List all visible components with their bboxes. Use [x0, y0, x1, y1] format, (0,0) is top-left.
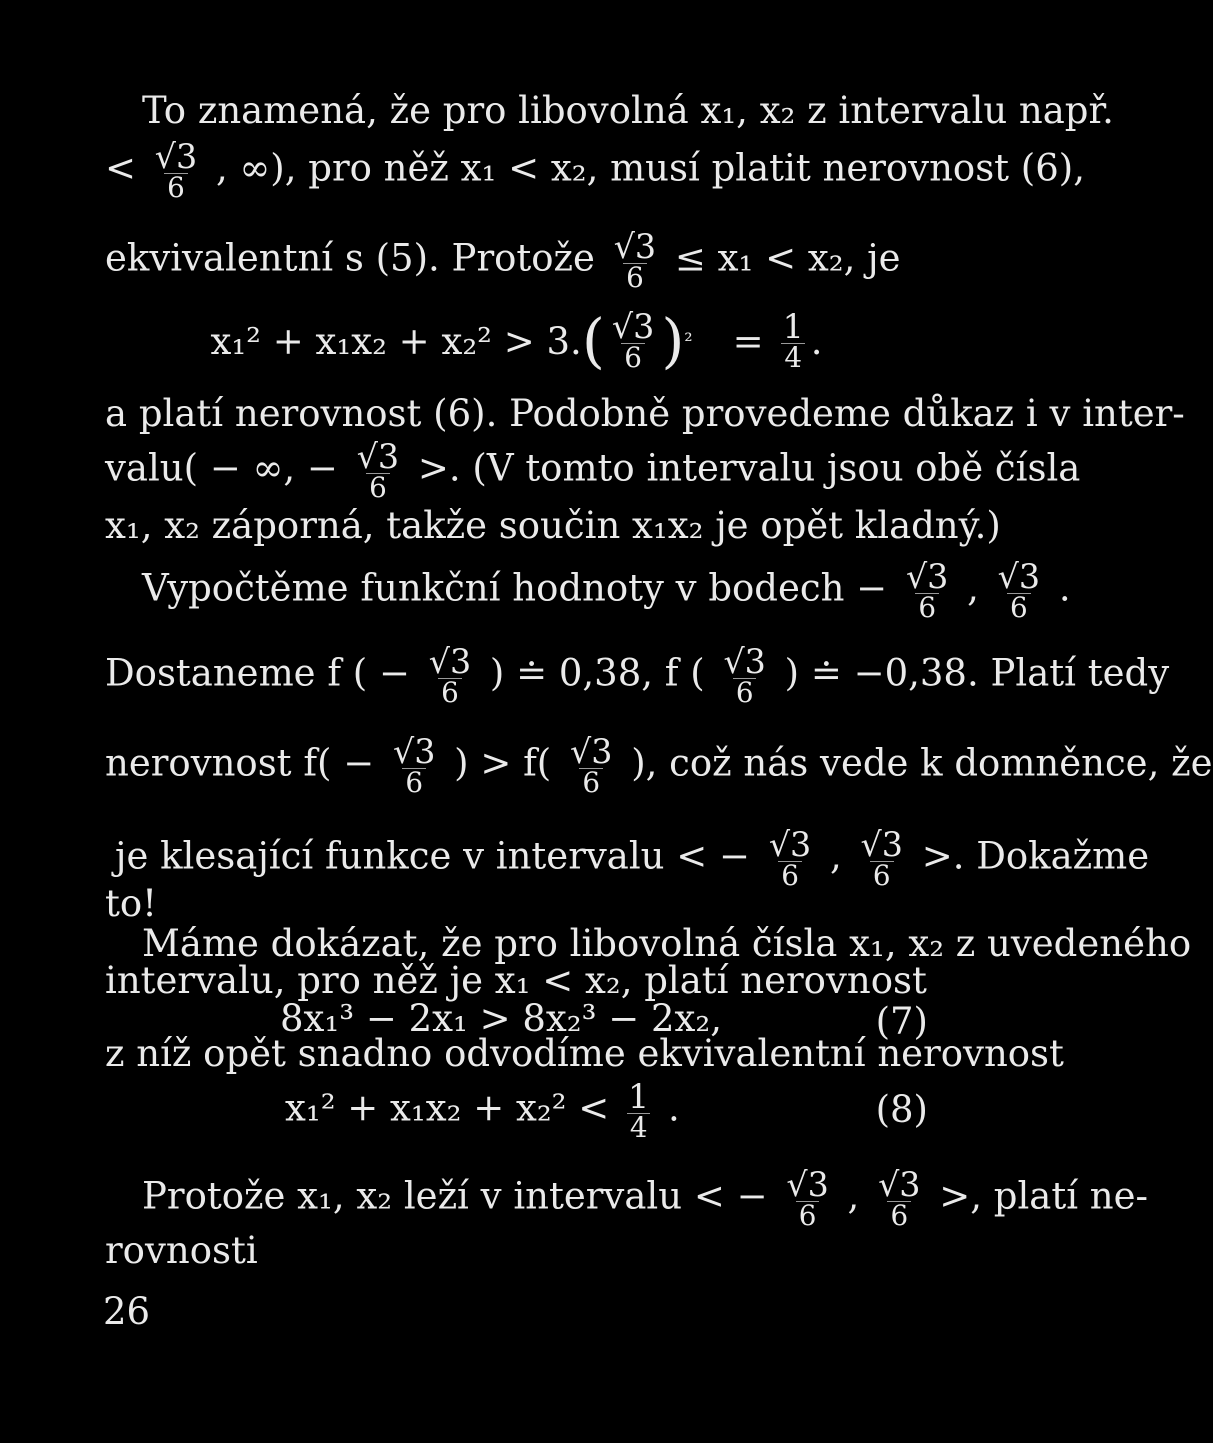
text: intervalu, pro něž je x₁ < x₂, platí nerovnost	[105, 959, 927, 1002]
text: rovnosti	[105, 1229, 258, 1272]
text-line	[105, 504, 1001, 547]
numerator: √3	[878, 1165, 921, 1204]
text: ,	[847, 1174, 860, 1218]
denominator: 6	[402, 768, 426, 797]
text: .	[1058, 566, 1071, 610]
denominator: 6	[623, 263, 647, 292]
text: nerovnost f( −	[105, 741, 375, 785]
numerator: √3	[768, 825, 812, 864]
text: .	[668, 1086, 680, 1130]
numerator: √3	[997, 557, 1041, 596]
numerator: √3	[356, 437, 400, 476]
text-line	[105, 959, 928, 1002]
text-line	[105, 227, 928, 295]
fraction	[354, 437, 402, 505]
text-line	[105, 1032, 1064, 1075]
denominator: 6	[366, 473, 390, 502]
text: je klesající funkce v intervalu < −	[115, 834, 751, 878]
page-number: 26	[103, 1290, 151, 1333]
numerator: √3	[570, 732, 613, 771]
numerator: √3	[428, 642, 472, 681]
text-line	[115, 825, 1150, 893]
fraction	[858, 825, 906, 893]
fraction	[903, 557, 951, 625]
denominator: 6	[1007, 593, 1031, 622]
text-line	[142, 922, 1192, 965]
exponent: ²	[684, 328, 693, 353]
text: <	[105, 146, 137, 190]
fraction	[426, 642, 474, 710]
text: Dostaneme f ( −	[105, 651, 410, 695]
text: >, platí ne-	[939, 1174, 1149, 1218]
denominator: 6	[870, 861, 894, 890]
denominator: 4	[627, 1113, 651, 1142]
text: ,	[967, 566, 979, 610]
numerator: √3	[392, 732, 436, 771]
text: valu( − ∞, −	[105, 446, 338, 490]
text: x₁, x₂ záporná, takže součin x₁x₂ je opět kladný.)	[105, 504, 1001, 547]
text: Máme dokázat, že pro libovolná čísla x₁, x₂ z uvedeného	[142, 922, 1192, 965]
fraction	[611, 227, 659, 295]
fraction	[390, 732, 438, 800]
text: x₁² + x₁x₂ + x₂² <	[285, 1086, 610, 1130]
denominator: 6	[887, 1201, 911, 1230]
text-line	[105, 732, 1213, 800]
numerator: √3	[611, 307, 655, 346]
text: to!	[105, 882, 158, 925]
text-line	[142, 89, 1114, 132]
text: ≤ x₁ < x₂, je	[674, 236, 901, 280]
equation-number: (8)	[875, 1088, 928, 1131]
text: , ∞), pro něž x₁ < x₂, musí platit nerovnost (6),	[215, 146, 1085, 190]
numerator: √3	[786, 1165, 829, 1204]
denominator: 6	[579, 768, 603, 797]
text: ,	[829, 834, 842, 878]
fraction	[625, 1077, 652, 1145]
text-line	[105, 642, 1170, 710]
text: ) > f(	[454, 741, 552, 785]
text: >. Dokažme	[921, 834, 1150, 878]
numerator: √3	[613, 227, 657, 266]
paren-close: )	[661, 306, 685, 376]
numerator: √3	[154, 137, 198, 176]
denominator: 6	[733, 678, 757, 707]
fraction	[152, 137, 200, 205]
text: Protože x₁, x₂ leží v intervalu < −	[142, 1174, 768, 1218]
numerator: 1	[628, 1077, 650, 1116]
text: .	[810, 319, 823, 363]
text-line	[142, 557, 1071, 625]
text: To znamená, že pro libovolná x₁, x₂ z intervalu např.	[142, 89, 1114, 132]
text: Vypočtěme funkční hodnoty v bodech −	[142, 566, 888, 610]
text: =	[732, 319, 764, 363]
numerator: √3	[860, 825, 903, 864]
numerator: 1	[782, 307, 804, 346]
denominator: 6	[164, 173, 188, 202]
denominator: 6	[778, 861, 802, 890]
fraction	[875, 1165, 923, 1233]
denominator: 6	[796, 1201, 820, 1230]
text-line	[105, 392, 1185, 435]
paren-open: (	[581, 306, 605, 376]
text: ) ≐ −0,38. Platí tedy	[784, 651, 1170, 695]
equation-display	[105, 306, 928, 376]
fraction	[780, 307, 807, 375]
text: ) ≐ 0,38, f (	[489, 651, 705, 695]
text: ), což nás vede k domněnce, že	[631, 741, 1213, 785]
denominator: 6	[621, 343, 645, 372]
denominator: 6	[915, 593, 939, 622]
text-line	[105, 1229, 928, 1272]
fraction	[766, 825, 814, 893]
text: z níž opět snadno odvodíme ekvivalentní nerovnost	[105, 1032, 1064, 1075]
fraction	[720, 642, 768, 710]
text: ekvivalentní s (5). Protože	[105, 236, 595, 280]
text-line	[105, 137, 1085, 205]
text: x₁² + x₁x₂ + x₂² > 3.	[210, 319, 582, 363]
text-line	[105, 882, 928, 925]
text: >. (V tomto intervalu jsou obě čísla	[417, 446, 1081, 490]
fraction	[995, 557, 1043, 625]
denominator: 6	[438, 678, 462, 707]
numerator: √3	[723, 642, 766, 681]
text: a platí nerovnost (6). Podobně provedeme důkaz i v inter-	[105, 392, 1185, 435]
text-line	[142, 1165, 1149, 1233]
equation-number: (7)	[875, 1000, 928, 1043]
denominator: 4	[781, 343, 805, 372]
fraction	[783, 1165, 831, 1233]
numerator: √3	[905, 557, 949, 596]
equation-8	[285, 1077, 928, 1145]
text-line	[105, 437, 1081, 505]
fraction	[609, 307, 657, 375]
text: 8x₁³ − 2x₁ > 8x₂³ − 2x₂,	[280, 997, 722, 1040]
fraction	[567, 732, 615, 800]
